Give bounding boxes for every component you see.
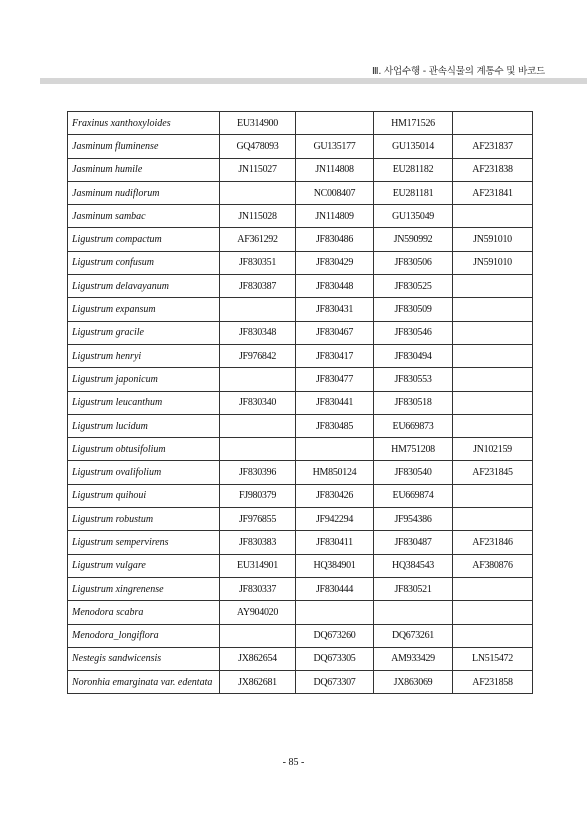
- table-row: [68, 601, 533, 624]
- species-name-cell: Ligustrum confusum: [68, 251, 220, 274]
- table-row: [68, 647, 533, 670]
- accession-cell: JF830521: [374, 577, 453, 600]
- accession-cell: AF231841: [453, 181, 533, 204]
- accession-cell: AM933429: [374, 647, 453, 670]
- species-name-cell: Ligustrum xingrenense: [68, 577, 220, 600]
- accession-cell: JF830506: [374, 251, 453, 274]
- table-row: [68, 205, 533, 228]
- table-row: [68, 414, 533, 437]
- accession-cell: [453, 414, 533, 437]
- accession-cell: [453, 344, 533, 367]
- species-name-cell: Ligustrum vulgare: [68, 554, 220, 577]
- species-name-cell: Ligustrum japonicum: [68, 368, 220, 391]
- accession-cell: LN515472: [453, 647, 533, 670]
- accession-cell: [453, 298, 533, 321]
- accession-cell: JF976855: [220, 508, 296, 531]
- accession-cell: [453, 601, 533, 624]
- accession-cell: [296, 112, 374, 135]
- section-title: Ⅲ. 사업수행 - 관속식물의 계통수 및 바코드: [372, 66, 545, 77]
- accession-cell: EU314901: [220, 554, 296, 577]
- accession-cell: [453, 112, 533, 135]
- accession-cell: JF830487: [374, 531, 453, 554]
- species-name-cell: Menodora scabra: [68, 601, 220, 624]
- accession-cell: [453, 508, 533, 531]
- species-name-cell: Ligustrum lucidum: [68, 414, 220, 437]
- accession-cell: AF231838: [453, 158, 533, 181]
- accession-cell: AF231837: [453, 135, 533, 158]
- species-name-cell: Jasminum sambac: [68, 205, 220, 228]
- accession-cell: [453, 368, 533, 391]
- accession-cell: JN591010: [453, 228, 533, 251]
- species-name-cell: Ligustrum quihoui: [68, 484, 220, 507]
- accession-cell: JF976842: [220, 344, 296, 367]
- table-row: [68, 135, 533, 158]
- accession-cell: JF830546: [374, 321, 453, 344]
- accession-cell: [453, 321, 533, 344]
- accession-cell: JF830396: [220, 461, 296, 484]
- accession-cell: NC008407: [296, 181, 374, 204]
- accession-cell: EU669873: [374, 414, 453, 437]
- accession-cell: GU135177: [296, 135, 374, 158]
- accession-cell: [220, 368, 296, 391]
- species-name-cell: Ligustrum delavayanum: [68, 275, 220, 298]
- accession-cell: JF830351: [220, 251, 296, 274]
- table-row: [68, 624, 533, 647]
- accession-cell: JX863069: [374, 671, 453, 694]
- accession-cell: JF830383: [220, 531, 296, 554]
- accession-cell: JF830340: [220, 391, 296, 414]
- species-accession-table: [67, 111, 533, 694]
- accession-cell: JN591010: [453, 251, 533, 274]
- table-row: [68, 228, 533, 251]
- accession-cell: JN114809: [296, 205, 374, 228]
- accession-cell: [220, 624, 296, 647]
- table-row: [68, 438, 533, 461]
- table-row: [68, 531, 533, 554]
- accession-cell: AF361292: [220, 228, 296, 251]
- accession-cell: [453, 391, 533, 414]
- species-name-cell: Ligustrum compactum: [68, 228, 220, 251]
- table-row: [68, 158, 533, 181]
- species-name-cell: Jasminum fluminense: [68, 135, 220, 158]
- accession-cell: JF830553: [374, 368, 453, 391]
- accession-cell: [453, 577, 533, 600]
- accession-cell: JN590992: [374, 228, 453, 251]
- accession-cell: JF830540: [374, 461, 453, 484]
- accession-cell: [220, 438, 296, 461]
- accession-cell: [453, 484, 533, 507]
- accession-cell: JX862654: [220, 647, 296, 670]
- accession-cell: EU281182: [374, 158, 453, 181]
- accession-cell: JF830467: [296, 321, 374, 344]
- accession-cell: [453, 205, 533, 228]
- table-row: [68, 391, 533, 414]
- table-row: [68, 321, 533, 344]
- accession-cell: EU669874: [374, 484, 453, 507]
- accession-cell: AF231845: [453, 461, 533, 484]
- species-name-cell: Ligustrum obtusifolium: [68, 438, 220, 461]
- accession-cell: JN102159: [453, 438, 533, 461]
- page-number: - 85 -: [282, 757, 305, 768]
- accession-cell: JF830494: [374, 344, 453, 367]
- table-row: [68, 275, 533, 298]
- accession-cell: JF830337: [220, 577, 296, 600]
- table-row: [68, 368, 533, 391]
- accession-cell: AF231858: [453, 671, 533, 694]
- accession-cell: FJ980379: [220, 484, 296, 507]
- accession-cell: [220, 414, 296, 437]
- accession-cell: JN115028: [220, 205, 296, 228]
- species-name-cell: Ligustrum ovalifolium: [68, 461, 220, 484]
- table-body: [68, 112, 533, 694]
- accession-cell: DQ673260: [296, 624, 374, 647]
- accession-cell: HQ384543: [374, 554, 453, 577]
- accession-cell: EU281181: [374, 181, 453, 204]
- accession-cell: JF830518: [374, 391, 453, 414]
- species-name-cell: Ligustrum leucanthum: [68, 391, 220, 414]
- species-name-cell: Ligustrum gracile: [68, 321, 220, 344]
- table-row: [68, 344, 533, 367]
- species-name-cell: Ligustrum expansum: [68, 298, 220, 321]
- accession-cell: JF830348: [220, 321, 296, 344]
- species-name-cell: Nestegis sandwicensis: [68, 647, 220, 670]
- accession-cell: JF954386: [374, 508, 453, 531]
- table-row: [68, 508, 533, 531]
- table-row: [68, 554, 533, 577]
- table-row: [68, 251, 533, 274]
- accession-cell: GU135049: [374, 205, 453, 228]
- accession-cell: JF830441: [296, 391, 374, 414]
- table-row: [68, 577, 533, 600]
- accession-cell: JF830525: [374, 275, 453, 298]
- accession-cell: JF830444: [296, 577, 374, 600]
- accession-cell: GU135014: [374, 135, 453, 158]
- species-name-cell: Ligustrum robustum: [68, 508, 220, 531]
- accession-cell: DQ673261: [374, 624, 453, 647]
- species-name-cell: Menodora_longiflora: [68, 624, 220, 647]
- accession-cell: [453, 275, 533, 298]
- table-row: [68, 112, 533, 135]
- accession-cell: AF231846: [453, 531, 533, 554]
- accession-cell: JF830509: [374, 298, 453, 321]
- accession-cell: JN114808: [296, 158, 374, 181]
- accession-cell: JF830486: [296, 228, 374, 251]
- accession-cell: EU314900: [220, 112, 296, 135]
- accession-cell: JF942294: [296, 508, 374, 531]
- accession-cell: JF830387: [220, 275, 296, 298]
- accession-cell: [220, 298, 296, 321]
- accession-cell: JF830429: [296, 251, 374, 274]
- accession-cell: JF830448: [296, 275, 374, 298]
- species-name-cell: Ligustrum sempervirens: [68, 531, 220, 554]
- accession-cell: [296, 601, 374, 624]
- table-row: [68, 461, 533, 484]
- species-name-cell: Ligustrum henryi: [68, 344, 220, 367]
- accession-cell: JF830426: [296, 484, 374, 507]
- species-name-cell: Noronhia emarginata var. edentata: [68, 671, 220, 694]
- accession-cell: JF830485: [296, 414, 374, 437]
- table-row: [68, 181, 533, 204]
- accession-cell: GQ478093: [220, 135, 296, 158]
- accession-cell: DQ673305: [296, 647, 374, 670]
- accession-cell: DQ673307: [296, 671, 374, 694]
- accession-cell: HM751208: [374, 438, 453, 461]
- accession-cell: JF830411: [296, 531, 374, 554]
- table-row: [68, 671, 533, 694]
- accession-cell: JX862681: [220, 671, 296, 694]
- accession-cell: HM171526: [374, 112, 453, 135]
- species-name-cell: Jasminum humile: [68, 158, 220, 181]
- accession-cell: [453, 624, 533, 647]
- accession-cell: AY904020: [220, 601, 296, 624]
- accession-cell: JF830477: [296, 368, 374, 391]
- species-name-cell: Jasminum nudiflorum: [68, 181, 220, 204]
- accession-cell: AF380876: [453, 554, 533, 577]
- accession-cell: HM850124: [296, 461, 374, 484]
- accession-cell: [220, 181, 296, 204]
- species-name-cell: Fraxinus xanthoxyloides: [68, 112, 220, 135]
- header-divider: [40, 78, 587, 84]
- accession-cell: JN115027: [220, 158, 296, 181]
- accession-cell: [374, 601, 453, 624]
- accession-cell: JF830417: [296, 344, 374, 367]
- table-row: [68, 484, 533, 507]
- accession-cell: [296, 438, 374, 461]
- accession-cell: HQ384901: [296, 554, 374, 577]
- accession-cell: JF830431: [296, 298, 374, 321]
- table-row: [68, 298, 533, 321]
